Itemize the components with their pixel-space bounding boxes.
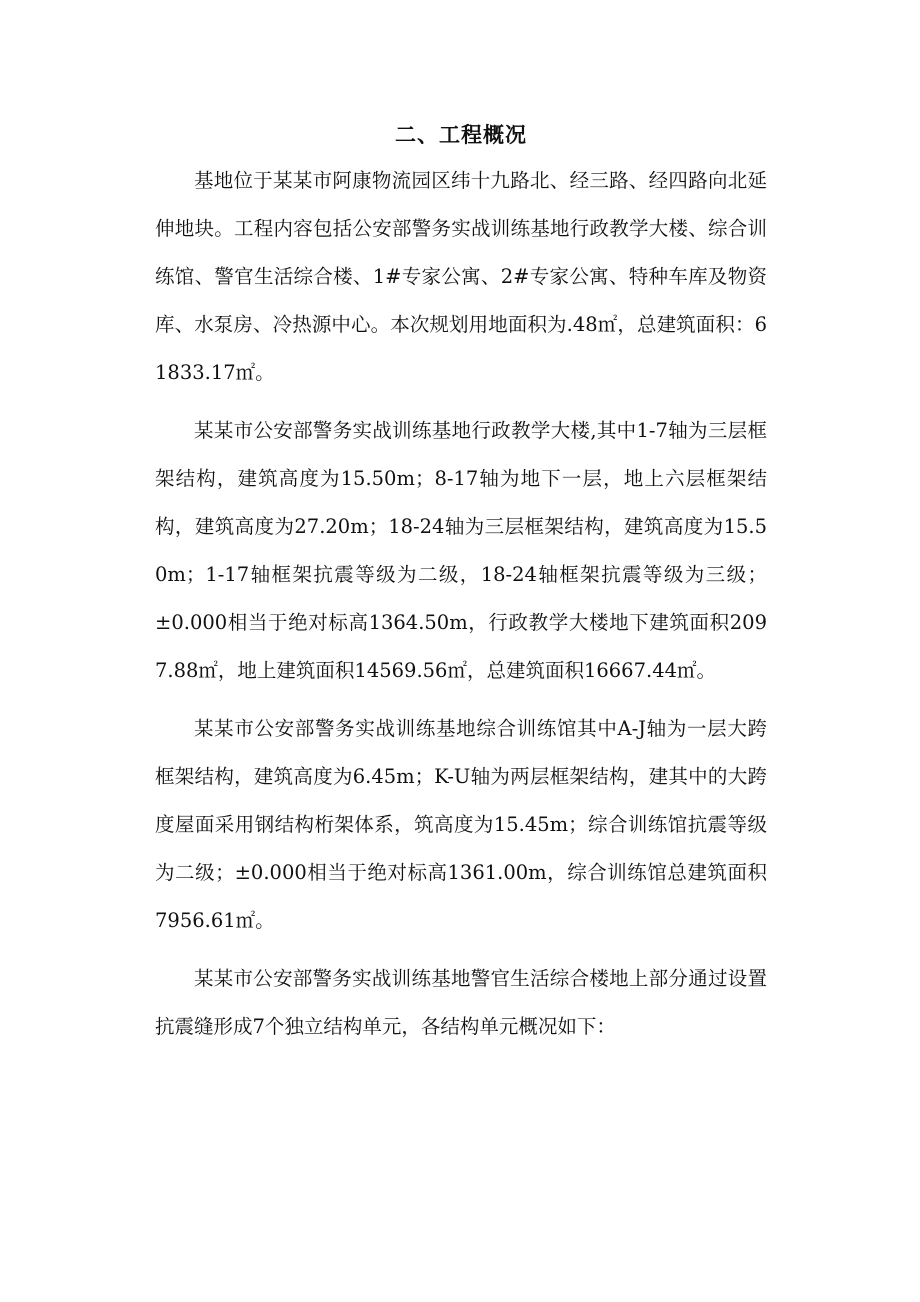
paragraph-training-hall: 某某市公安部警务实战训练基地综合训练馆其中A-J轴为一层大跨框架结构，建筑高度为6.45m；K-U轴为两层框架结构，建其中的大跨度屋面采用钢结构桁架体系，筑高度为15.45m；综合训练馆抗震等级为二级；±0.000相当于绝对标高1361.00m，综合训练馆总建筑面积7956.61㎡。 <box>155 717 767 932</box>
section-heading: 二、工程概况 <box>395 123 527 147</box>
paragraph-site-overview: 基地位于某某市阿康物流园区纬十九路北、经三路、经四路向北延伸地块。工程内容包括公安部警务实战训练基地行政教学大楼、综合训练馆、警官生活综合楼、1#专家公寓、2#专家公寓、特种车库及物资库、水泵房、冷热源中心。本次规划用地面积为.48㎡，总建筑面积：61833.17㎡。 <box>155 169 767 384</box>
paragraph-admin-building: 某某市公安部警务实战训练基地行政教学大楼,其中1-7轴为三层框架结构，建筑高度为15.50m；8-17轴为地下一层，地上六层框架结构，建筑高度为27.20m；18-24轴为三层框架结构，建筑高度为15.50m；1-17轴框架抗震等级为二级，18-24轴框架抗震等级为三级；±0.000相当于绝对标高1364.50m，行政教学大楼地下建筑面积2097.88㎡，地上建筑面积14569.56㎡，总建筑面积16667.44㎡。 <box>155 419 767 682</box>
paragraph-living-complex: 某某市公安部警务实战训练基地警官生活综合楼地上部分通过设置抗震缝形成7个独立结构单元，各结构单元概况如下： <box>155 967 767 1038</box>
document-body <box>155 118 767 1061</box>
